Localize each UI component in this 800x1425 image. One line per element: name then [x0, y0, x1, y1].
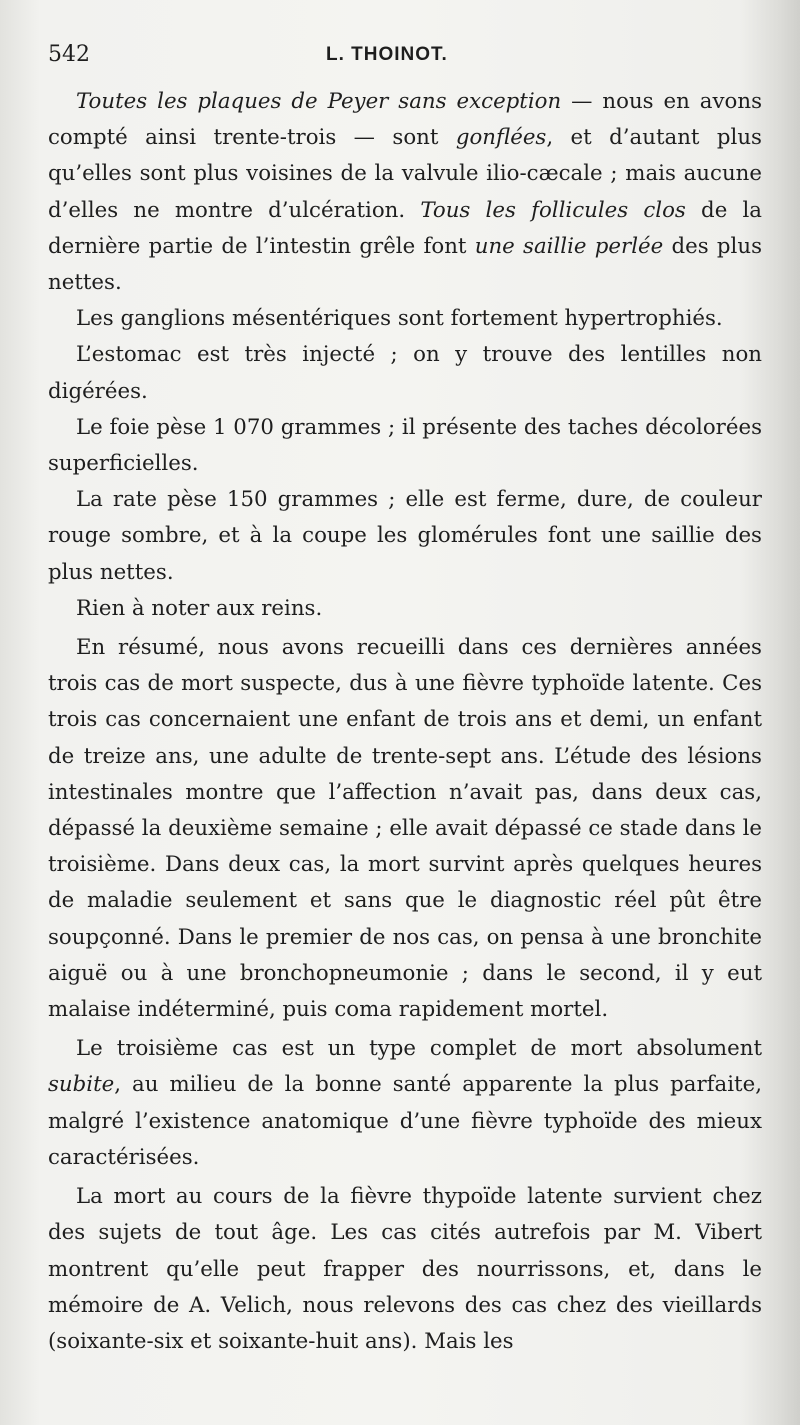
text-span: Le foie pèse 1 070 grammes ; il présente des taches décolorées superficielles.	[48, 414, 762, 477]
text-span: Rien à noter aux reins.	[76, 595, 323, 621]
text-span: La rate pèse 150 grammes ; elle est ferme, dure, de couleur rouge sombre, et à la coupe les glomérules font une saillie des plus nettes.	[48, 487, 762, 585]
text-span: , et d’autant plus qu’elles sont plus voisines de la valvule ilio-cæcale ; mais aucune d’elles ne montre d’ulcération.	[48, 125, 762, 223]
text-span: — nous en avons compté ainsi trente-trois — sont	[48, 89, 762, 151]
paragraph-troisieme-cas	[48, 1031, 762, 1176]
running-head	[48, 42, 760, 76]
paragraph-resume	[48, 630, 762, 1028]
text-italic: gonflées	[455, 125, 547, 151]
text-span: , au milieu de la bonne santé apparente la plus parfaite, malgré l’existence anatomique d’une fièvre typhoïde des mieux caractérisées.	[48, 1072, 762, 1170]
text-span: des plus nettes.	[48, 233, 763, 296]
text-span: L’estomac est très injecté ; on y trouve des lentilles non digérées.	[48, 342, 762, 404]
text-italic: une saillie perlée	[474, 233, 664, 259]
paragraph-rate	[48, 482, 762, 591]
paragraph-reins	[48, 591, 762, 627]
text-italic: Tous les follicules clos	[420, 197, 686, 223]
running-title: L. THOINOT.	[326, 44, 448, 65]
text-span: La mort au cours de la fièvre thypoïde latente survient chez des sujets de tout âge. Les cas cités autrefois par M. Vibert montrent qu’elle peut frapper des nourrissons, et, dans le mémoire de A. Velich, nous relevons des cas chez des vieillards (soixante-six et soixante-huit ans). Mais les	[48, 1184, 762, 1354]
text-span: Les ganglions mésentériques sont fortement hypertrophiés.	[76, 306, 723, 332]
text-span: Le troisième cas est un type complet de mort absolument	[76, 1036, 762, 1062]
text-span: de la dernière partie de l’intestin grêle font	[48, 197, 762, 259]
paragraph-estomac	[48, 337, 762, 409]
paragraph-foie	[48, 410, 762, 482]
paragraph-ganglions	[48, 301, 762, 337]
page-number: 542	[48, 42, 90, 67]
text-italic: Toutes les plaques de Peyer sans exception	[76, 89, 562, 114]
paragraph-peyer-plaques	[48, 84, 762, 301]
text-span: En résumé, nous avons recueilli dans ces dernières années trois cas de mort suspecte, dus à une fièvre typhoïde latente. Ces trois cas concernaient une enfant de trois ans et demi, un enfant de treize ans, une adulte de trente-sept ans. L’étude des lésions intestinales montre que l’affection n’avait pas, dans deux cas, dépassé la deuxième semaine ; elle avait dépassé ce stade dans le troisième. Dans deux cas, la mort survint après quelques heures de maladie seulement et sans que le diagnostic réel pût être soupçonné. Dans le premier de nos cas, on pensa à une bronchite aiguë ou à une bronchopneumonie ; dans le second, il y eut malaise indéterminé, puis coma rapidement mortel.	[48, 635, 762, 1023]
text-italic: subite	[48, 1072, 115, 1098]
body-text	[48, 84, 762, 1360]
paragraph-mort-age	[48, 1179, 762, 1360]
